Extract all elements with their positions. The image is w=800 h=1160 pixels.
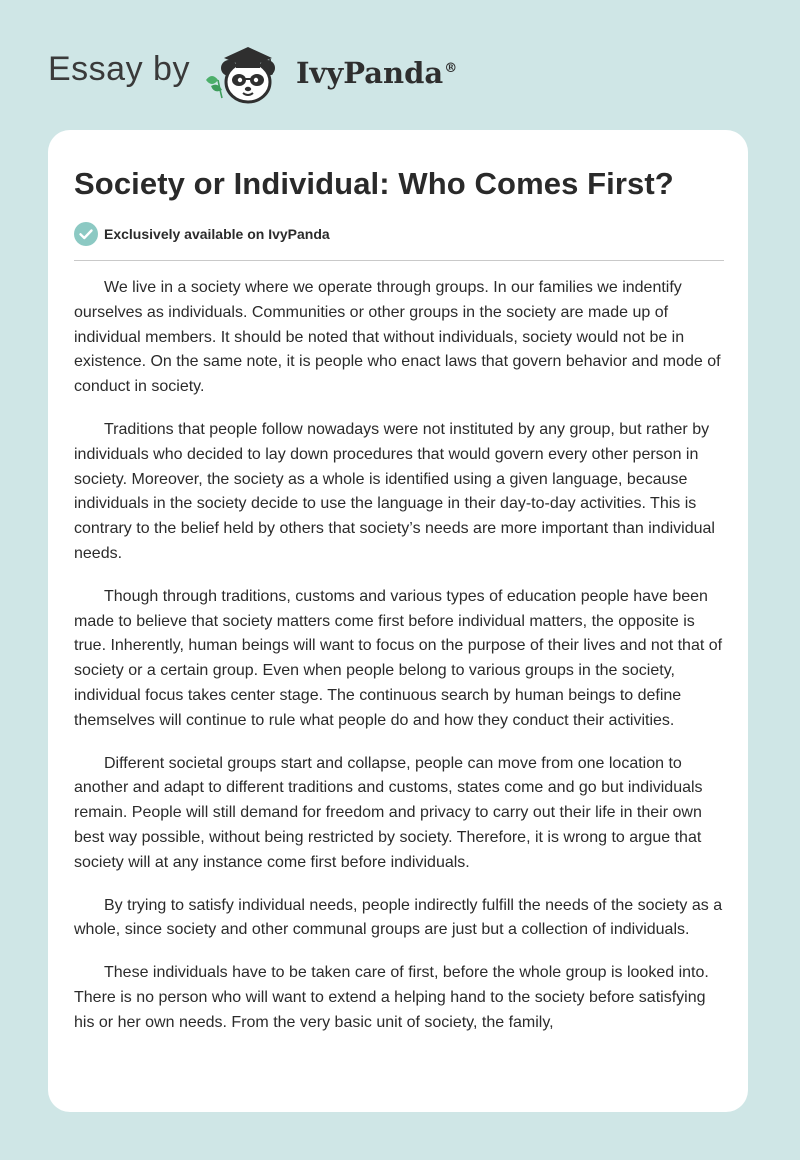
essay-paragraph: Traditions that people follow nowadays were not instituted by any group, but rather by individuals who decided to lay down procedures that would govern every other person in society. Moreover, the society as a whole is identified using a given language, because individuals in the society decide to use the language in their day-to-day activities. This is contrary to the belief held by others that society’s needs are more important than individual needs. (74, 420, 715, 562)
title-divider (74, 260, 724, 261)
panda-graduate-icon[interactable] (202, 36, 294, 108)
essay-title: Society or Individual: Who Comes First? (74, 166, 674, 201)
exclusive-badge-text: Exclusively available on IvyPanda (104, 226, 330, 242)
essay-body (74, 276, 726, 1054)
essay-paragraph: We live in a society where we operate through groups. In our families we indentify ourselves as individuals. Communities or other groups in the society are made up of individual members. It should be noted that without individuals, society would not be in existence. On the same note, it is people who enact laws that govern behavior and mode of conduct in society. (74, 279, 721, 396)
essay-card (48, 130, 748, 1112)
site-header (48, 36, 457, 108)
essay-paragraph: By trying to satisfy individual needs, people indirectly fulfill the needs of the society as a whole, since society and other communal groups are just but a collection of individuals. (74, 896, 723, 939)
brand-name[interactable]: IvyPanda® (295, 56, 458, 90)
essay-paragraph: These individuals have to be taken care of first, before the whole group is looked into. There is no person who will want to extend a helping hand to the society before satisfying his or her own needs. From the very basic unit of society, the family, (74, 964, 709, 1031)
exclusive-badge (74, 222, 330, 246)
essay-paragraph: Different societal groups start and collapse, people can move from one location to another and adapt to different traditions and customs, states come and go but individuals remain. People will still demand for freedom and privacy to carry out their life in their own best way possible, without being restricted by society. Therefore, it is wrong to argue that society will at any instance come first before individuals. (74, 754, 703, 871)
ivy-leaf-icon (206, 76, 222, 98)
check-badge-icon (74, 222, 98, 246)
registered-mark: ® (444, 61, 458, 77)
essay-by-label: Essay by (48, 49, 190, 88)
essay-paragraph: Though through traditions, customs and various types of education people have been made to believe that society matters come first before individual matters, the opposite is true. Inherently, human beings will want to focus on the purpose of their lives and not that of society or a certain group. Even when people belong to various groups in the society, individual focus takes center stage. The continuous search by human beings to define themselves will continue to rule what people do and how they conduct their activities. (74, 587, 723, 729)
